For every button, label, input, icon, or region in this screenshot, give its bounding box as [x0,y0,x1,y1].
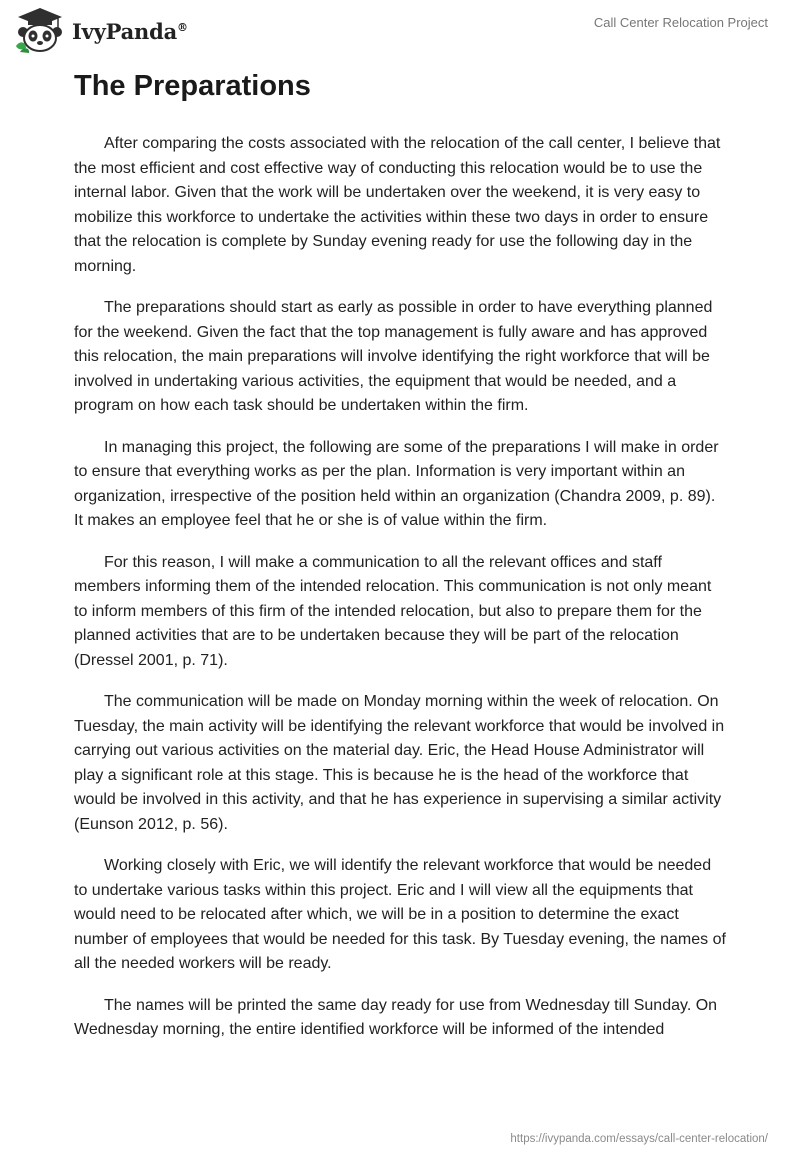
section-heading: The Preparations [74,70,311,102]
source-url[interactable]: https://ivypanda.com/essays/call-center-relocation/ [510,1133,768,1145]
paragraph: For this reason, I will make a communication to all the relevant offices and staff members informing them of the intended relocation. This communication is not only meant to inform members of this firm of the intended relocation, but also to prepare them for the planned activities that are to be undertaken because they will be part of the relocation (Dressel 2001, p. 71). [74,553,712,669]
paragraph: In managing this project, the following are some of the preparations I will make in order to ensure that everything works as per the plan. Information is very important within an organization, irrespective of the position held within an organization (Chandra 2009, p. 89). It makes an employee feel that he or she is of value within the firm. [74,438,719,529]
panda-graduate-icon [14,6,66,54]
paragraph: The preparations should start as early as possible in order to have everything planned for the weekend. Given the fact that the top management is fully aware and has approved this relocation, the main preparations will involve identifying the right workforce that will be involved in undertaking various activities, the equipment that would be needed, and a program on how each task should be undertaken within the firm. [74,299,713,414]
ivypanda-logo[interactable] [14,6,188,54]
paragraph: Working closely with Eric, we will identify the relevant workforce that would be needed to undertake various tasks within this project. Eric and I will view all the equipments that would need to be relocated after which, we will be in a position to determine the exact number of employees that would be needed for this task. By Tuesday evening, the names of all the needed workers will be ready. [74,857,726,972]
paragraph: After comparing the costs associated with the relocation of the call center, I believe that the most efficient and cost effective way of conducting this relocation would be to use the internal labor. Given that the work will be undertaken over the weekend, it is very easy to mobilize this workforce to undertake the activities within these two days in order to ensure that the relocation is complete by Sunday evening ready for use the following day in the morning. [74,135,721,275]
page-header [0,0,800,70]
document-title: Call Center Relocation Project [593,15,768,30]
paragraph: The communication will be made on Monday morning within the week of relocation. On Tuesday, the main activity will be identifying the relevant workforce that would be involved in carrying out various activities on the material day. Eric, the Head House Administrator will play a significant role at this stage. This is because he is the head of the workforce that would be involved in this activity, and that he has experience in supervising a similar activity (Eunson 2012, p. 56). [74,693,725,833]
brand-name: IvyPanda® [72,18,188,44]
essay-body [74,132,726,1060]
paragraph: The names will be printed the same day ready for use from Wednesday till Sunday. On Wednesday morning, the entire identified workforce will be informed of the intended [74,996,718,1038]
